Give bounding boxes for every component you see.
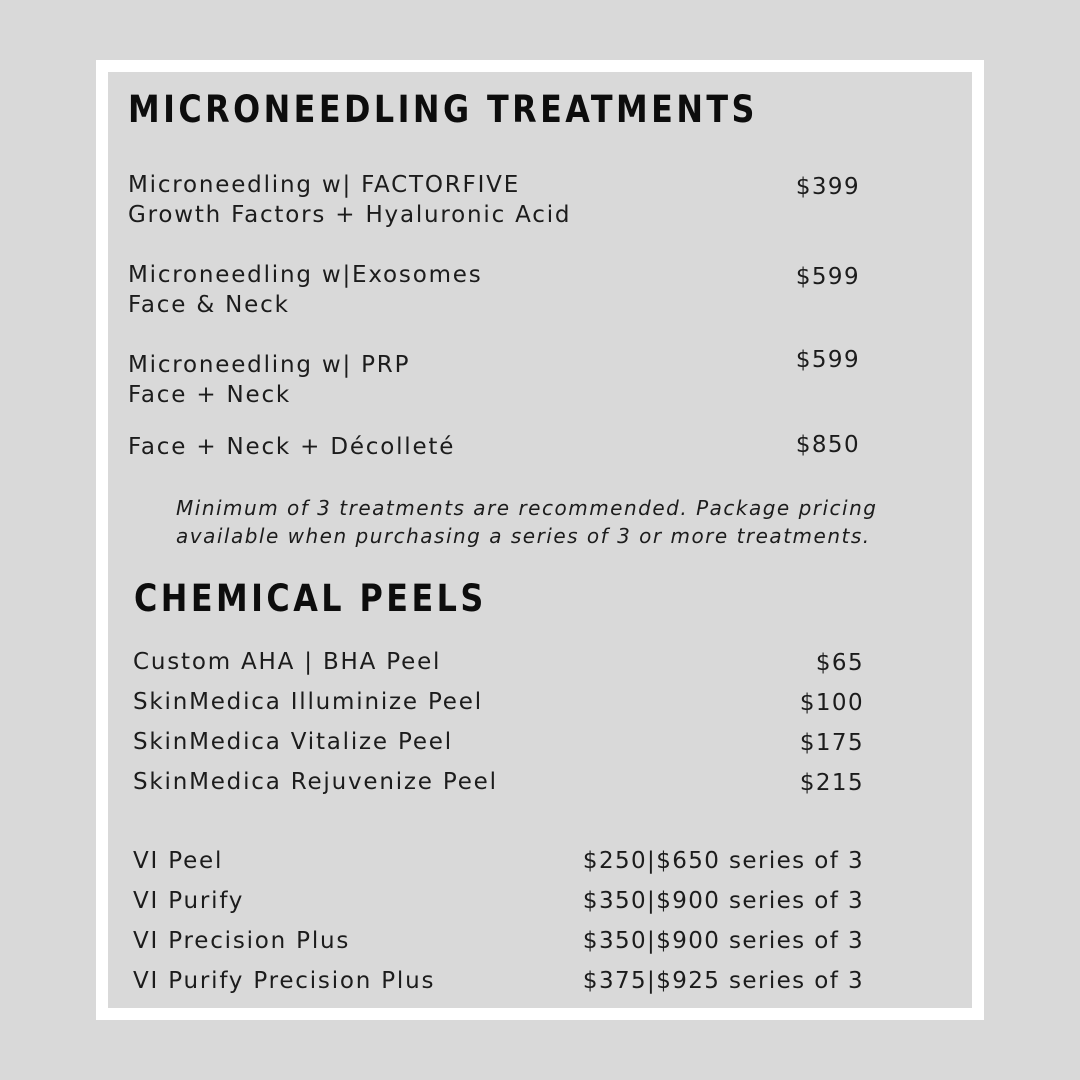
vi-item-2-price: $350|$900 series of 3 <box>582 888 864 914</box>
vi-item-1-price: $250|$650 series of 3 <box>582 848 864 874</box>
microneedling-item-2-price: $599 <box>795 264 860 290</box>
microneedling-item-1-name: Microneedling w| FACTORFIVE Growth Factors + Hyaluronic Acid <box>128 172 572 228</box>
microneedling-item-4-name: Face + Neck + Décolleté <box>128 434 456 460</box>
peel-item-4-price: $215 <box>799 770 864 796</box>
vi-item-1-name: VI Peel <box>133 848 224 874</box>
peel-item-2-price: $100 <box>799 690 864 716</box>
vi-item-2-name: VI Purify <box>133 888 245 914</box>
vi-item-3-price: $350|$900 series of 3 <box>582 928 864 954</box>
peel-item-4-name: SkinMedica Rejuvenize Peel <box>133 769 498 795</box>
microneedling-item-3-price: $599 <box>795 347 860 373</box>
vi-item-4-name: VI Purify Precision Plus <box>133 968 436 994</box>
vi-item-3-name: VI Precision Plus <box>133 928 351 954</box>
peel-item-1-price: $65 <box>815 650 864 676</box>
peel-item-3-price: $175 <box>799 730 864 756</box>
peel-item-2-name: SkinMedica Illuminize Peel <box>133 689 483 715</box>
microneedling-item-2-name: Microneedling w|Exosomes Face & Neck <box>128 262 483 318</box>
microneedling-item-4-price: $850 <box>795 432 860 458</box>
peel-item-1-name: Custom AHA | BHA Peel <box>133 649 442 675</box>
microneedling-note: Minimum of 3 treatments are recommended. Package pricing available when purchasing a series of 3 or more treatments. <box>176 496 878 548</box>
microneedling-item-1-price: $399 <box>795 174 860 200</box>
vi-item-4-price: $375|$925 series of 3 <box>582 968 864 994</box>
peels-title: CHEMICAL PEELS <box>134 577 487 620</box>
microneedling-item-3-name: Microneedling w| PRP Face + Neck <box>128 352 411 408</box>
peel-item-3-name: SkinMedica Vitalize Peel <box>133 729 453 755</box>
microneedling-title: MICRONEEDLING TREATMENTS <box>128 88 758 131</box>
